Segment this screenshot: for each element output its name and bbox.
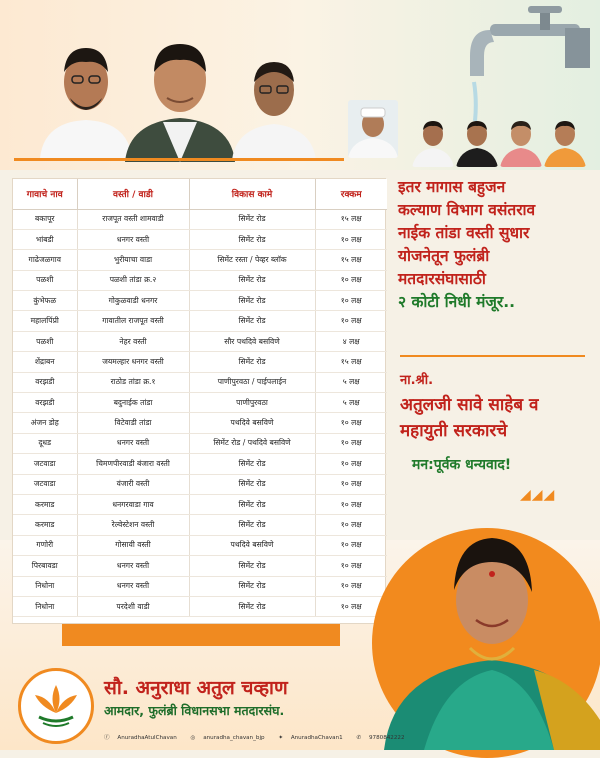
cell-village: भांबडी xyxy=(13,229,77,249)
table-row xyxy=(13,596,387,616)
table-body xyxy=(13,209,387,617)
cell-works: पाणीपुरवठा / पाईपलाईन xyxy=(189,372,315,392)
portrait-4 xyxy=(500,112,542,167)
cell-hamlet: परदेशी वाडी xyxy=(77,596,189,616)
table-row xyxy=(13,229,387,249)
thanks-block xyxy=(400,392,595,444)
bjp-lotus-logo xyxy=(18,668,94,744)
phone-icon: ✆ xyxy=(356,735,362,741)
cell-works: सिमेंट रोड xyxy=(189,229,315,249)
cell-village: महालपिंप्री xyxy=(13,311,77,331)
chevron-decor: ◢◢◢ xyxy=(520,487,556,503)
table-row xyxy=(13,331,387,351)
cell-hamlet: वंजारी वस्ती xyxy=(77,474,189,494)
facebook-handle[interactable]: ⓕ AnuradhaAtulChavan xyxy=(104,735,177,741)
cell-amount: १० लक्ष xyxy=(315,535,387,555)
table-row xyxy=(13,393,387,413)
cell-village: जटवाडा xyxy=(13,454,77,474)
cell-works: सिमेंट रोड xyxy=(189,474,315,494)
col-header-hamlet: वस्ती / वाडी xyxy=(77,179,189,209)
cell-hamlet: चिमणपीरवाडी बंजारा वस्ती xyxy=(77,454,189,474)
headline-line-1: इतर मागास बहुजन xyxy=(398,178,506,196)
cell-village: शेंद्राबन xyxy=(13,352,77,372)
portrait-1 xyxy=(348,100,398,158)
cell-amount: १० लक्ष xyxy=(315,433,387,453)
col-header-works: विकास कामे xyxy=(189,179,315,209)
headline-divider xyxy=(400,355,585,357)
col-header-village: गावाचे नाव xyxy=(13,179,77,209)
leader-photo-1 xyxy=(40,30,132,158)
table-row xyxy=(13,474,387,494)
cell-works: सिमेंट रोड xyxy=(189,596,315,616)
header-divider xyxy=(14,158,344,161)
cell-hamlet: धनगर वस्ती xyxy=(77,576,189,596)
phone-number[interactable]: ✆ 9780842222 xyxy=(356,735,405,741)
cell-hamlet: गोकुळवाडी धनगर xyxy=(77,291,189,311)
twitter-handle[interactable]: ✦ AnuradhaChavan1 xyxy=(278,735,343,741)
cell-amount: ४ लक्ष xyxy=(315,331,387,351)
cell-village: वरझडी xyxy=(13,372,77,392)
cell-works: सिमेंट रस्ता / पेव्हर ब्लॉक xyxy=(189,250,315,270)
cell-hamlet: राठोड तांडा क्र.१ xyxy=(77,372,189,392)
cell-works: सिमेंट रोड xyxy=(189,270,315,290)
cell-works: सिमेंट रोड xyxy=(189,576,315,596)
instagram-handle[interactable]: ◎ anuradha_chavan_bjp xyxy=(190,735,265,741)
portrait-3 xyxy=(456,112,498,167)
table-row xyxy=(13,270,387,290)
cell-works: सिमेंट रोड xyxy=(189,209,315,229)
cell-works: सिमेंट रोड xyxy=(189,454,315,474)
cell-village: करमाड xyxy=(13,494,77,514)
headline-line-6: २ कोटी निधी मंजूर.. xyxy=(398,293,516,311)
table-row xyxy=(13,494,387,514)
cell-works: सिमेंट रोड xyxy=(189,311,315,331)
table-row xyxy=(13,515,387,535)
cell-hamlet: बदुनाईक तांडा xyxy=(77,393,189,413)
cell-hamlet: धनगर वस्ती xyxy=(77,433,189,453)
table-row xyxy=(13,454,387,474)
cell-village: जटवाडा xyxy=(13,474,77,494)
cell-hamlet: जयमल्हार धनगर वस्ती xyxy=(77,352,189,372)
cell-works: सिमेंट रोड xyxy=(189,352,315,372)
works-table xyxy=(13,179,387,617)
cell-village: पळशी xyxy=(13,270,77,290)
cell-village: निधोना xyxy=(13,596,77,616)
facebook-icon: ⓕ xyxy=(104,735,110,741)
headline-line-2: कल्याण विभाग वसंतराव xyxy=(398,201,536,219)
cell-village: पिरबावडा xyxy=(13,556,77,576)
cell-hamlet: विटेवाडी तांडा xyxy=(77,413,189,433)
table-row xyxy=(13,535,387,555)
water-tap-icon xyxy=(470,6,590,121)
cell-village: पळशी xyxy=(13,331,77,351)
thanks-title: ना.श्री. xyxy=(400,373,434,388)
cell-hamlet: पळशी तांडा क्र.२ xyxy=(77,270,189,290)
headline-line-5: मतदारसंघासाठी xyxy=(398,270,486,288)
mla-designation: आमदार, फुलंब्री विधानसभा मतदारसंघ. xyxy=(104,703,285,718)
table-row xyxy=(13,352,387,372)
headline-block xyxy=(398,176,594,314)
table-row xyxy=(13,209,387,229)
table-footer-bar xyxy=(62,624,340,646)
cell-works: सिमेंट रोड xyxy=(189,556,315,576)
table-row xyxy=(13,291,387,311)
cell-amount: १० लक्ष xyxy=(315,454,387,474)
cell-amount: १० लक्ष xyxy=(315,311,387,331)
cell-amount: १० लक्ष xyxy=(315,474,387,494)
cell-works: पथदिवे बसविणे xyxy=(189,413,315,433)
cell-amount: ५ लक्ष xyxy=(315,372,387,392)
instagram-icon: ◎ xyxy=(190,735,196,741)
thanks-line-2: महायुती सरकारचे xyxy=(400,421,508,441)
col-header-amount: रक्कम xyxy=(315,179,387,209)
cell-amount: १० लक्ष xyxy=(315,413,387,433)
cell-village: कुंभेफळ xyxy=(13,291,77,311)
headline-line-3: नाईक तांडा वस्ती सुधार xyxy=(398,224,530,242)
cell-village: गाढेजळगाव xyxy=(13,250,77,270)
cell-village: दूधड xyxy=(13,433,77,453)
cell-amount: १० लक्ष xyxy=(315,556,387,576)
mla-portrait xyxy=(384,520,600,750)
table-row xyxy=(13,556,387,576)
table-row xyxy=(13,311,387,331)
twitter-icon: ✦ xyxy=(278,735,284,741)
cell-amount: १० लक्ष xyxy=(315,494,387,514)
cell-works: पाणीपुरवठा xyxy=(189,393,315,413)
table-row xyxy=(13,433,387,453)
cell-hamlet: रेल्वेस्टेशन वस्ती xyxy=(77,515,189,535)
cell-works: सिमेंट रोड xyxy=(189,515,315,535)
cell-village: करमाड xyxy=(13,515,77,535)
cell-works: सिमेंट रोड xyxy=(189,494,315,514)
table-row xyxy=(13,372,387,392)
cell-village: गणोरी xyxy=(13,535,77,555)
cell-hamlet: राजपूत वस्ती शामवाडी xyxy=(77,209,189,229)
cell-village: बकापूर xyxy=(13,209,77,229)
cell-amount: १० लक्ष xyxy=(315,291,387,311)
cell-amount: १५ लक्ष xyxy=(315,250,387,270)
cell-amount: १० लक्ष xyxy=(315,229,387,249)
thanks-line-1: अतुलजी सावे साहेब व xyxy=(400,395,539,415)
cell-amount: १५ लक्ष xyxy=(315,209,387,229)
cell-amount: १० लक्ष xyxy=(315,515,387,535)
portrait-5 xyxy=(544,112,586,167)
cell-hamlet: भुरीयाचा वाडा xyxy=(77,250,189,270)
mla-name: सौ. अनुराधा अतुल चव्हाण xyxy=(104,677,288,699)
cell-hamlet: नेहर वस्ती xyxy=(77,331,189,351)
cell-hamlet: धनगरवाडा गाव xyxy=(77,494,189,514)
portrait-2 xyxy=(412,112,454,167)
cell-works: सौर पथदिवे बसविणे xyxy=(189,331,315,351)
table-header-row xyxy=(13,179,387,209)
works-table-card xyxy=(12,178,386,624)
cell-hamlet: गोसावी वस्ती xyxy=(77,535,189,555)
cell-hamlet: धनगर वस्ती xyxy=(77,229,189,249)
social-handles xyxy=(104,733,417,741)
cell-village: वरझडी xyxy=(13,393,77,413)
leader-photo-3 xyxy=(232,48,316,160)
cell-hamlet: धनगर वस्ती xyxy=(77,556,189,576)
leader-photo-2 xyxy=(125,30,235,162)
cell-village: निधोना xyxy=(13,576,77,596)
cell-amount: १० लक्ष xyxy=(315,596,387,616)
cell-works: सिमेंट रोड / पथदिवे बसविणे xyxy=(189,433,315,453)
cell-amount: १० लक्ष xyxy=(315,270,387,290)
cell-works: सिमेंट रोड xyxy=(189,291,315,311)
cell-amount: १५ लक्ष xyxy=(315,352,387,372)
table-row xyxy=(13,413,387,433)
table-row xyxy=(13,576,387,596)
thanks-line-3: मन:पूर्वक धन्यवाद! xyxy=(412,457,512,473)
headline-line-4: योजनेतून फुलंब्री xyxy=(398,247,490,265)
table-row xyxy=(13,250,387,270)
cell-hamlet: गावातील राजपूत वस्ती xyxy=(77,311,189,331)
cell-amount: १० लक्ष xyxy=(315,576,387,596)
cell-amount: ५ लक्ष xyxy=(315,393,387,413)
cell-works: पथदिवे बसविणे xyxy=(189,535,315,555)
cell-village: अंजन डोह xyxy=(13,413,77,433)
